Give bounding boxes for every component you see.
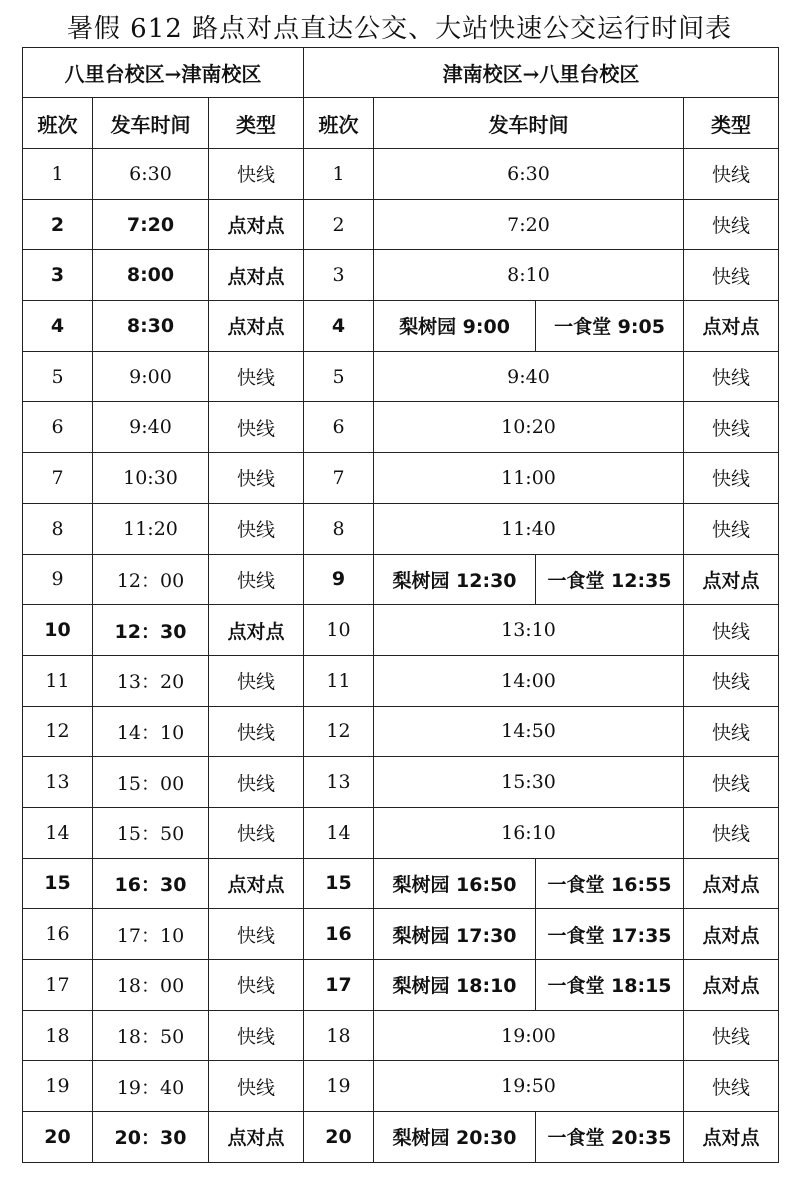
left-trip-no: 4	[23, 301, 93, 352]
right-trip-no: 7	[304, 453, 374, 504]
left-trip-no: 5	[23, 351, 93, 402]
right-depart-time: 6:30	[374, 149, 684, 200]
left-trip-no: 15	[23, 858, 93, 909]
left-type: 快线	[209, 149, 304, 200]
right-depart-lishuyuan: 梨树园 17:30	[374, 909, 536, 960]
left-trip-no: 12	[23, 706, 93, 757]
left-trip-no: 18	[23, 1010, 93, 1061]
right-type: 快线	[684, 605, 779, 656]
right-trip-no: 8	[304, 503, 374, 554]
right-depart-canteen: 一食堂 16:55	[536, 858, 684, 909]
right-depart-time: 11:40	[374, 503, 684, 554]
right-depart-time: 9:40	[374, 351, 684, 402]
left-trip-no: 8	[23, 503, 93, 554]
right-trip-no: 20	[304, 1112, 374, 1163]
left-type: 点对点	[209, 1112, 304, 1163]
right-trip-no: 9	[304, 554, 374, 605]
right-depart-canteen: 一食堂 12:35	[536, 554, 684, 605]
right-trip-no: 2	[304, 199, 374, 250]
right-trip-no: 11	[304, 655, 374, 706]
right-depart-time: 13:10	[374, 605, 684, 656]
right-depart-lishuyuan: 梨树园 18:10	[374, 960, 536, 1011]
right-type: 快线	[684, 706, 779, 757]
left-depart-time: 9:00	[93, 351, 209, 402]
left-depart-time: 6:30	[93, 149, 209, 200]
right-type: 快线	[684, 1061, 779, 1112]
right-type: 快线	[684, 503, 779, 554]
right-type: 点对点	[684, 909, 779, 960]
right-depart-time: 15:30	[374, 757, 684, 808]
right-type: 点对点	[684, 858, 779, 909]
right-depart-canteen: 一食堂 17:35	[536, 909, 684, 960]
direction-return: 津南校区→八里台校区	[304, 48, 779, 98]
table-row	[23, 503, 779, 554]
right-depart-time: 10:20	[374, 402, 684, 453]
left-trip-no: 20	[23, 1112, 93, 1163]
left-depart-time: 18：50	[93, 1010, 209, 1061]
left-type: 点对点	[209, 250, 304, 301]
left-depart-time: 17：10	[93, 909, 209, 960]
table-row	[23, 807, 779, 858]
right-type: 快线	[684, 351, 779, 402]
table-row	[23, 453, 779, 504]
right-trip-no: 18	[304, 1010, 374, 1061]
left-type: 点对点	[209, 605, 304, 656]
header-left-time: 发车时间	[93, 98, 209, 149]
left-trip-no: 6	[23, 402, 93, 453]
right-trip-no: 14	[304, 807, 374, 858]
left-depart-time: 16：30	[93, 858, 209, 909]
left-depart-time: 12：30	[93, 605, 209, 656]
left-depart-time: 13：20	[93, 655, 209, 706]
table-row	[23, 250, 779, 301]
table-row	[23, 149, 779, 200]
left-trip-no: 7	[23, 453, 93, 504]
left-depart-time: 20：30	[93, 1112, 209, 1163]
right-type: 快线	[684, 149, 779, 200]
right-type: 快线	[684, 757, 779, 808]
right-depart-time: 8:10	[374, 250, 684, 301]
left-depart-time: 12：00	[93, 554, 209, 605]
table-row	[23, 554, 779, 605]
left-trip-no: 10	[23, 605, 93, 656]
right-depart-time: 19:00	[374, 1010, 684, 1061]
table-row	[23, 909, 779, 960]
table-row	[23, 301, 779, 352]
left-depart-time: 14：10	[93, 706, 209, 757]
table-row	[23, 1112, 779, 1163]
right-trip-no: 13	[304, 757, 374, 808]
table-row	[23, 960, 779, 1011]
right-type: 快线	[684, 402, 779, 453]
table-row	[23, 402, 779, 453]
right-depart-lishuyuan: 梨树园 16:50	[374, 858, 536, 909]
header-left-no: 班次	[23, 98, 93, 149]
left-depart-time: 15：50	[93, 807, 209, 858]
right-depart-time: 7:20	[374, 199, 684, 250]
right-type: 点对点	[684, 301, 779, 352]
right-depart-time: 16:10	[374, 807, 684, 858]
right-trip-no: 15	[304, 858, 374, 909]
left-type: 快线	[209, 1010, 304, 1061]
right-trip-no: 1	[304, 149, 374, 200]
header-right-time: 发车时间	[374, 98, 684, 149]
left-depart-time: 7:20	[93, 199, 209, 250]
right-depart-canteen: 一食堂 9:05	[536, 301, 684, 352]
left-trip-no: 3	[23, 250, 93, 301]
right-type: 快线	[684, 807, 779, 858]
right-trip-no: 5	[304, 351, 374, 402]
left-type: 快线	[209, 503, 304, 554]
direction-outbound: 八里台校区→津南校区	[23, 48, 304, 98]
right-type: 快线	[684, 250, 779, 301]
left-trip-no: 16	[23, 909, 93, 960]
right-trip-no: 6	[304, 402, 374, 453]
header-row	[23, 98, 779, 149]
left-type: 快线	[209, 655, 304, 706]
table-row	[23, 858, 779, 909]
left-trip-no: 1	[23, 149, 93, 200]
left-type: 点对点	[209, 301, 304, 352]
table-row	[23, 757, 779, 808]
left-trip-no: 14	[23, 807, 93, 858]
right-type: 点对点	[684, 554, 779, 605]
table-row	[23, 1010, 779, 1061]
left-type: 快线	[209, 807, 304, 858]
header-right-no: 班次	[304, 98, 374, 149]
right-type: 快线	[684, 453, 779, 504]
left-trip-no: 19	[23, 1061, 93, 1112]
right-depart-lishuyuan: 梨树园 9:00	[374, 301, 536, 352]
left-type: 快线	[209, 757, 304, 808]
timetable	[22, 47, 779, 1163]
right-trip-no: 17	[304, 960, 374, 1011]
left-type: 快线	[209, 402, 304, 453]
left-type: 快线	[209, 554, 304, 605]
right-type: 快线	[684, 199, 779, 250]
table-row	[23, 351, 779, 402]
left-depart-time: 9:40	[93, 402, 209, 453]
table-row	[23, 199, 779, 250]
header-left-type: 类型	[209, 98, 304, 149]
timetable-body	[23, 48, 779, 1163]
left-depart-time: 15：00	[93, 757, 209, 808]
right-type: 快线	[684, 1010, 779, 1061]
table-row	[23, 655, 779, 706]
left-type: 快线	[209, 351, 304, 402]
left-depart-time: 8:00	[93, 250, 209, 301]
left-depart-time: 11:20	[93, 503, 209, 554]
right-depart-lishuyuan: 梨树园 12:30	[374, 554, 536, 605]
left-type: 快线	[209, 453, 304, 504]
left-type: 快线	[209, 706, 304, 757]
right-trip-no: 4	[304, 301, 374, 352]
header-right-type: 类型	[684, 98, 779, 149]
right-type: 快线	[684, 655, 779, 706]
left-type: 快线	[209, 1061, 304, 1112]
left-trip-no: 9	[23, 554, 93, 605]
left-depart-time: 8:30	[93, 301, 209, 352]
right-depart-time: 14:00	[374, 655, 684, 706]
right-depart-time: 11:00	[374, 453, 684, 504]
right-depart-canteen: 一食堂 20:35	[536, 1112, 684, 1163]
right-trip-no: 12	[304, 706, 374, 757]
right-depart-lishuyuan: 梨树园 20:30	[374, 1112, 536, 1163]
direction-row	[23, 48, 779, 98]
right-type: 点对点	[684, 960, 779, 1011]
right-trip-no: 19	[304, 1061, 374, 1112]
table-row	[23, 1061, 779, 1112]
right-trip-no: 16	[304, 909, 374, 960]
left-depart-time: 18：00	[93, 960, 209, 1011]
right-depart-time: 14:50	[374, 706, 684, 757]
left-trip-no: 2	[23, 199, 93, 250]
left-type: 快线	[209, 909, 304, 960]
left-trip-no: 11	[23, 655, 93, 706]
left-type: 点对点	[209, 199, 304, 250]
page-title: 暑假 612 路点对点直达公交、大站快速公交运行时间表	[66, 14, 733, 44]
left-trip-no: 13	[23, 757, 93, 808]
right-trip-no: 10	[304, 605, 374, 656]
left-type: 点对点	[209, 858, 304, 909]
right-depart-canteen: 一食堂 18:15	[536, 960, 684, 1011]
right-depart-time: 19:50	[374, 1061, 684, 1112]
left-type: 快线	[209, 960, 304, 1011]
left-depart-time: 19：40	[93, 1061, 209, 1112]
left-depart-time: 10:30	[93, 453, 209, 504]
table-row	[23, 706, 779, 757]
table-row	[23, 605, 779, 656]
right-trip-no: 3	[304, 250, 374, 301]
left-trip-no: 17	[23, 960, 93, 1011]
right-type: 点对点	[684, 1112, 779, 1163]
